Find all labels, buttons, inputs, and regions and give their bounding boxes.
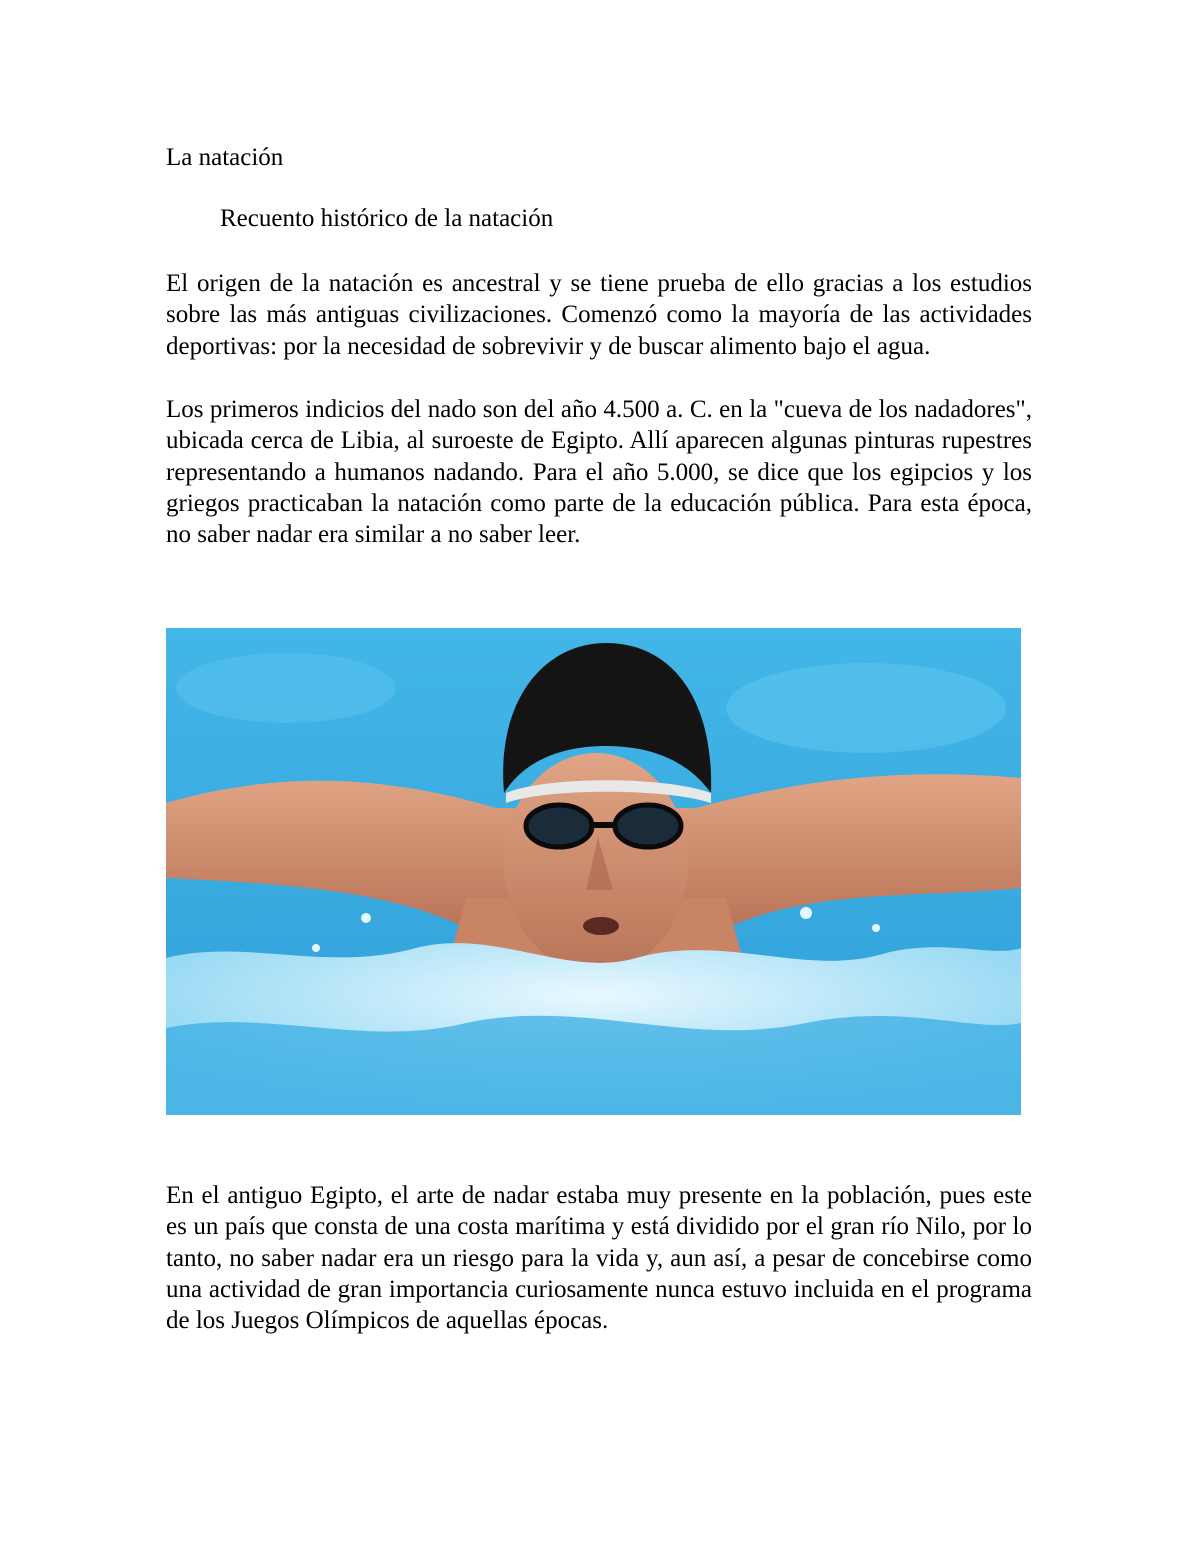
water-droplet: [800, 907, 812, 919]
page-title: La natación: [166, 144, 284, 171]
water-reflection: [176, 653, 396, 723]
left-goggle-lens: [526, 805, 592, 847]
goggle-bridge: [590, 822, 616, 828]
water-droplet: [872, 924, 880, 932]
paragraph-ancient-egypt: En el antiguo Egipto, el arte de nadar estaba muy presente en la población, pues este es un país que consta de una costa marítima y está dividido por el gran río Nilo, por lo tanto, no saber nadar era un riesgo para la vida y, aun así, a pesar de concebirse como una actividad de gran importancia curiosamente nunca estuvo incluida en el programa de los Juegos Olímpicos de aquellas épocas.: [166, 1182, 1032, 1335]
swimmer-illustration: [166, 628, 1021, 1115]
water-ripple: [166, 1016, 1021, 1115]
water-droplet: [312, 944, 320, 952]
right-goggle-lens: [615, 805, 681, 847]
swimmer-photo: [166, 628, 1021, 1115]
paragraph-first-evidence: Los primeros indicios del nado son del año 4.500 a. C. en la "cueva de los nadadores", ubicada cerca de Libia, al suroeste de Egipto. Allí aparecen algunas pinturas rupestres representando a humanos nadando. Para el año 5.000, se dice que los egipcios y los griegos practicaban la natación como parte de la educación pública. Para esta época, no saber nadar era similar a no saber leer.: [166, 396, 1032, 549]
swimmer-mouth: [583, 917, 619, 935]
water-reflection: [726, 663, 1006, 753]
section-heading: Recuento histórico de la natación: [220, 205, 554, 232]
water-droplet: [361, 913, 371, 923]
paragraph-origin: El origen de la natación es ancestral y se tiene prueba de ello gracias a los estudios sobre las más antiguas civilizaciones. Comenzó como la mayoría de las actividades deportivas: por la necesidad de sobrevivir y de buscar alimento bajo el agua.: [166, 270, 1032, 360]
